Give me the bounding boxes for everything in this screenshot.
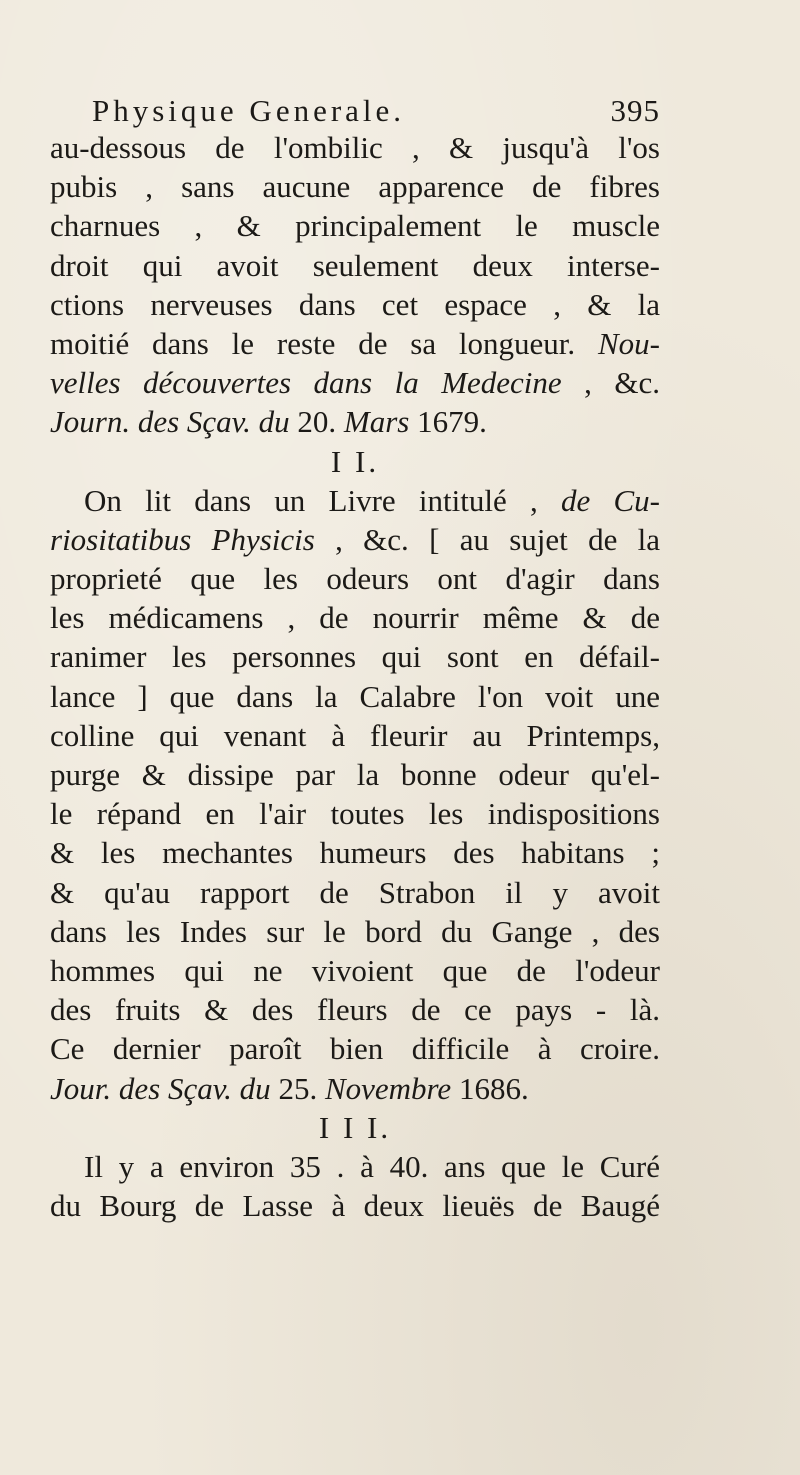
text-segment: & les mechantes humeurs des habitans ; — [50, 835, 660, 871]
text-line — [50, 285, 660, 324]
text-line — [50, 402, 660, 441]
text-line — [50, 598, 660, 637]
text-line — [50, 873, 660, 912]
text-segment: colline qui venant à fleurir au Printemps, — [50, 717, 660, 753]
text-line — [50, 206, 660, 245]
text-segment: des fruits & des fleurs de ce pays - là. — [50, 992, 660, 1028]
text-segment: proprieté que les odeurs ont d'agir dans — [50, 561, 660, 597]
text-line — [50, 1186, 660, 1225]
text-line — [50, 716, 660, 755]
italic-text: Jour. des Sçav. du — [50, 1070, 271, 1106]
text-segment: , &c. [ au sujet de la — [314, 521, 660, 557]
text-segment: lance ] que dans la Calabre l'on voit une — [50, 678, 660, 714]
italic-text: Nou- — [598, 325, 660, 361]
body-text — [50, 128, 660, 1225]
italic-text: Mars — [343, 404, 410, 440]
text-line — [50, 1147, 660, 1186]
running-title: Physique Generale. — [92, 93, 406, 128]
italic-text: Novembre — [324, 1070, 452, 1106]
text-segment: 1679. — [409, 404, 487, 440]
text-segment: On lit dans un Livre intitulé , — [84, 482, 561, 518]
text-line — [50, 324, 660, 363]
text-line — [50, 794, 660, 833]
text-segment: & qu'au rapport de Strabon il y avoit — [50, 874, 660, 910]
text-line — [50, 520, 660, 559]
section-number — [50, 1108, 660, 1147]
text-segment: I I. — [330, 443, 380, 479]
text-segment: I I I. — [318, 1109, 392, 1145]
text-line — [50, 951, 660, 990]
text-line — [50, 559, 660, 598]
text-segment: , &c. — [561, 365, 660, 401]
text-segment: ctions nerveuses dans cet espace , & la — [50, 286, 660, 322]
text-segment: pubis , sans aucune apparence de fibres — [50, 169, 660, 205]
text-line — [50, 677, 660, 716]
text-line — [50, 167, 660, 206]
page-number: 395 — [610, 93, 660, 128]
section-number — [50, 442, 660, 481]
italic-text: de Cu- — [560, 482, 660, 518]
text-line — [50, 755, 660, 794]
italic-text: Journ. des Sçav. du — [50, 404, 290, 440]
italic-text: velles découvertes dans la Medecine — [50, 365, 562, 401]
text-line — [50, 1069, 660, 1108]
italic-text: riositatibus Physicis — [50, 521, 315, 557]
text-segment: au-dessous de l'ombilic , & jusqu'à l'os — [50, 130, 660, 165]
text-line — [50, 833, 660, 872]
text-line — [50, 990, 660, 1029]
text-segment: moitié dans le reste de sa longueur. — [50, 325, 598, 361]
text-segment: Il y a environ 35 . à 40. ans que le Curé — [84, 1148, 660, 1184]
text-segment: hommes qui ne vivoient que de l'odeur — [50, 952, 660, 988]
text-segment: dans les Indes sur le bord du Gange , des — [50, 913, 660, 949]
running-header — [92, 93, 660, 129]
text-segment: droit qui avoit seulement deux interse- — [50, 247, 660, 283]
text-line — [50, 363, 660, 402]
text-line — [50, 1029, 660, 1068]
text-segment: ranimer les personnes qui sont en défail- — [50, 639, 660, 675]
text-segment: du Bourg de Lasse à deux lieuës de Baugé — [50, 1188, 660, 1224]
text-line — [50, 637, 660, 676]
text-segment: 25. — [270, 1070, 325, 1106]
text-line — [50, 912, 660, 951]
text-segment: Ce dernier paroît bien difficile à croire. — [50, 1031, 660, 1067]
text-segment: les médicamens , de nourrir même & de — [50, 600, 660, 636]
text-segment: 20. — [289, 404, 344, 440]
text-line — [50, 246, 660, 285]
text-segment: le répand en l'air toutes les indispositions — [50, 796, 660, 832]
text-segment: 1686. — [451, 1070, 529, 1106]
text-segment: purge & dissipe par la bonne odeur qu'el- — [50, 757, 660, 792]
text-segment: charnues , & principalement le muscle — [50, 208, 660, 244]
text-line — [50, 128, 660, 167]
text-line — [50, 481, 660, 520]
